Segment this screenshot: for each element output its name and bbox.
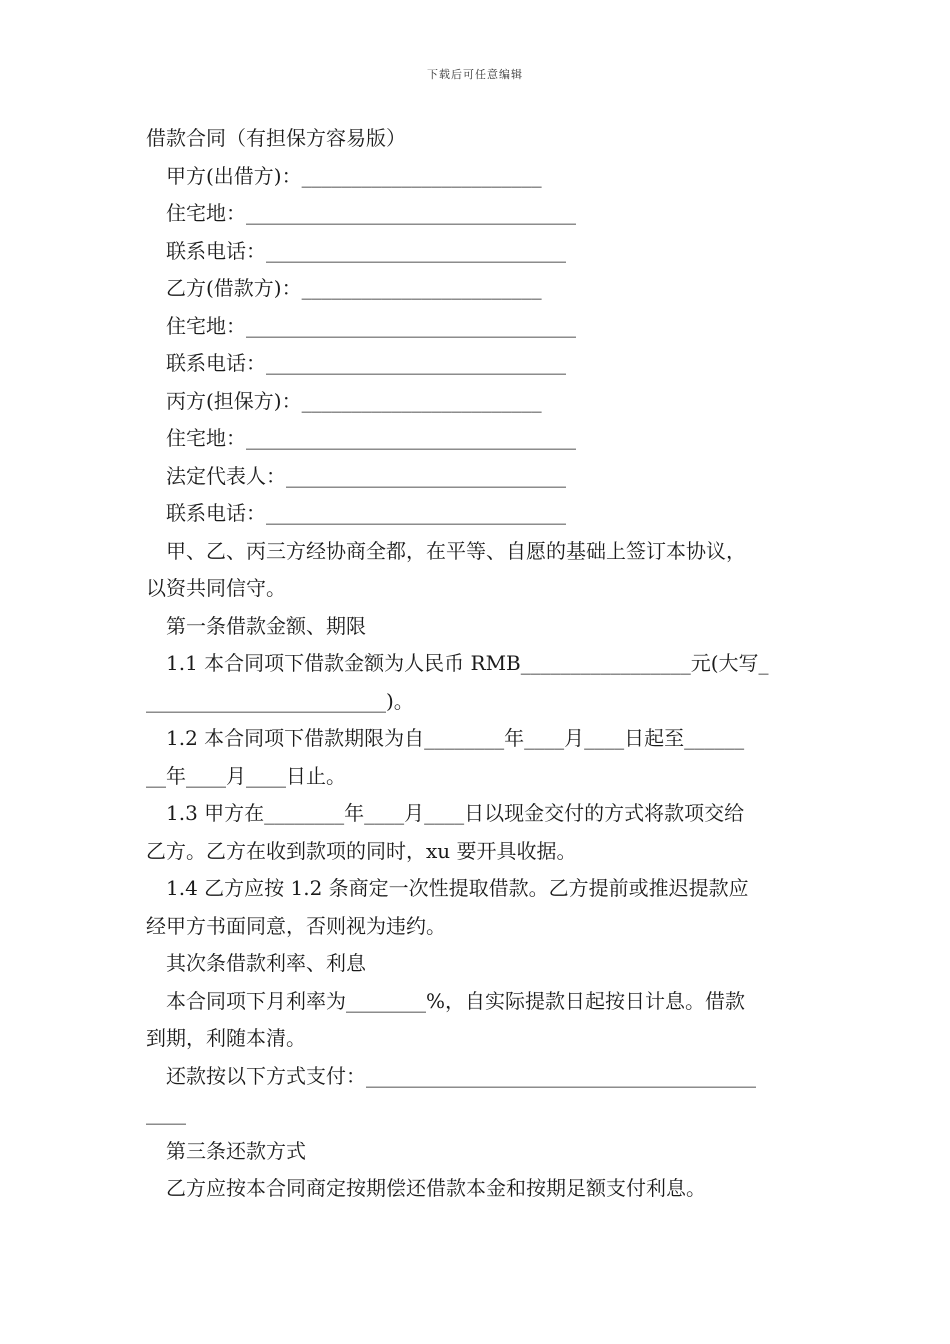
article-3-heading: 第三条还款方式 [166,1138,306,1163]
article-1-heading: 第一条借款金额、期限 [166,613,366,638]
clause-1-2-line-2: __年____月____日止。 [146,763,346,788]
article-2-para-1-line-1: 本合同项下月利率为________%，自实际提款日起按日计息。借款 [166,988,746,1013]
contract-document [146,120,810,1208]
clause-1-4-line-1: 1.4 乙方应按 1.2 条商定一次性提取借款。乙方提前或推迟提款应 [166,876,749,900]
party-a-address: 住宅地：_________________________________ [166,201,576,225]
clause-1-1-line-1: 1.1 本合同项下借款金额为人民币 RMB_________________元(大写_ [166,651,769,675]
party-b-label: 乙方(借款方)：________________________ [166,276,542,300]
party-a-label: 甲方(出借方)：________________________ [166,163,542,188]
clause-1-2-line-1: 1.2 本合同项下借款期限为自________年____月____日起至______ [166,726,745,750]
party-b-address: 住宅地：_________________________________ [166,313,576,338]
article-2-para-2-line-1: 还款按以下方式支付：_______________________________________ [166,1063,756,1088]
clause-1-3-line-2: 乙方。乙方在收到款项的同时，xu 要开具收据。 [146,838,577,863]
party-c-phone: 联系电话：______________________________ [166,501,566,525]
document-title: 借款合同（有担保方容易版） [146,126,406,150]
party-c-legal-rep: 法定代表人：____________________________ [166,463,566,488]
preamble-line-1: 甲、乙、丙三方经协商全都，在平等、自愿的基础上签订本协议， [166,538,746,563]
article-3-para-1: 乙方应按本合同商定按期偿还借款本金和按期足额支付利息。 [166,1176,706,1200]
party-a-phone: 联系电话：______________________________ [166,238,566,263]
party-c-address: 住宅地：_________________________________ [166,426,576,450]
article-2-heading: 其次条借款利率、利息 [166,951,366,975]
clause-1-4-line-2: 经甲方书面同意，否则视为违约。 [146,913,446,938]
article-2-para-1-line-2: 到期，利随本清。 [146,1026,306,1050]
clause-1-1-line-2: ________________________)。 [146,688,414,713]
clause-1-3-line-1: 1.3 甲方在________年____月____日以现金交付的方式将款项交给 [166,801,745,825]
preamble-line-2: 以资共同信守。 [146,576,286,600]
article-2-para-2-line-2: ____ [146,1101,186,1125]
party-c-label: 丙方(担保方)：________________________ [166,388,542,413]
page-header: 下载后可任意编辑 [427,68,523,81]
party-b-phone: 联系电话：______________________________ [166,351,566,375]
